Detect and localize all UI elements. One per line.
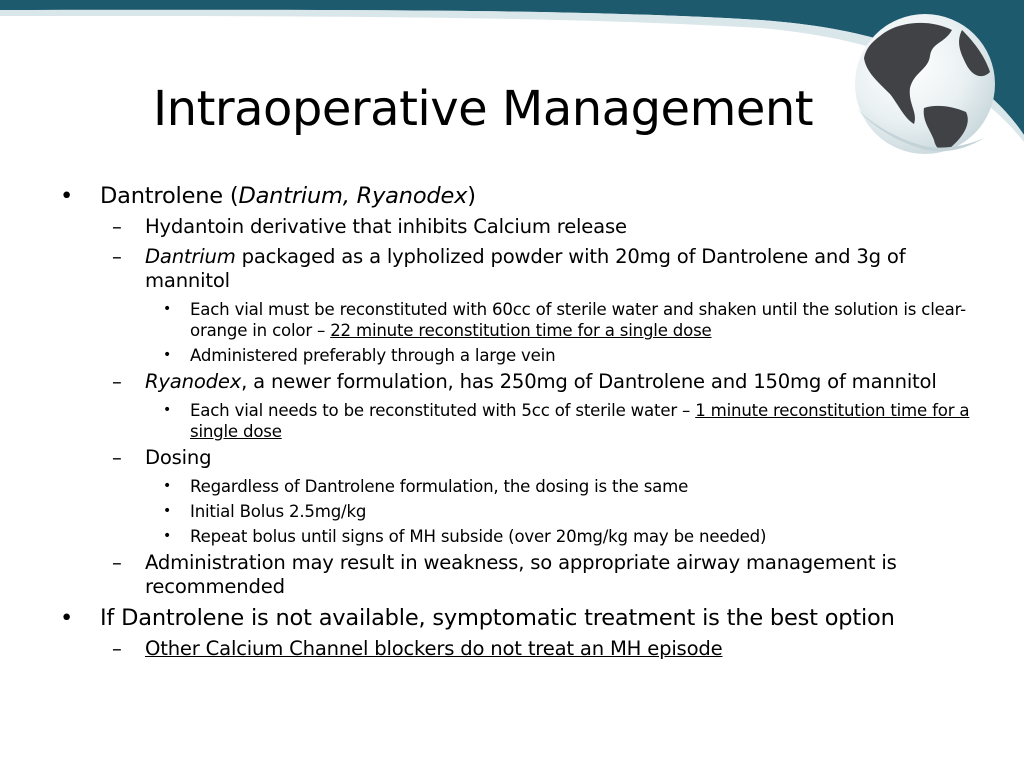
dash-marker: –: [112, 551, 122, 574]
bullet-dantrolene: • Dantrolene (Dantrium, Ryanodex): [60, 183, 476, 209]
dash-marker: –: [112, 370, 122, 393]
subbullet-dantrium-packaging: – Dantrium packaged as a lypholized powder with 20mg of Dantrolene and 3g of mannitol: [112, 245, 906, 292]
dash-marker: –: [112, 245, 122, 268]
dash-marker: –: [112, 215, 122, 238]
detail-dosing-same: • Regardless of Dantrolene formulation, the dosing is the same: [163, 477, 689, 496]
subbullet-ryanodex: – Ryanodex, a newer formulation, has 250mg of Dantrolene and 150mg of mannitol: [112, 370, 937, 393]
bullet-marker: •: [60, 183, 74, 209]
subbullet-administration-weakness: – Administration may result in weakness, so appropriate airway management is recommended: [112, 551, 897, 598]
bullet-symptomatic-treatment: • If Dantrolene is not available, symptomatic treatment is the best option: [60, 605, 895, 631]
detail-initial-bolus: • Initial Bolus 2.5mg/kg: [163, 502, 367, 521]
detail-large-vein: • Administered preferably through a large vein: [163, 346, 556, 365]
bullet-marker: •: [60, 605, 74, 631]
bullet-marker: •: [163, 528, 172, 544]
slide-body: [52, 183, 972, 667]
dash-marker: –: [112, 637, 122, 660]
globe-icon: [855, 14, 995, 154]
slide-title: Intraoperative Management: [153, 81, 814, 137]
bullet-marker: •: [163, 478, 172, 494]
bullet-marker: •: [163, 503, 172, 519]
bullet-marker: •: [163, 347, 172, 363]
dash-marker: –: [112, 446, 122, 469]
bullet-marker: •: [163, 402, 172, 418]
detail-dantrium-reconstitution: • Each vial must be reconstituted with 60cc of sterile water and shaken until the solution is clear-orange in color – 22 minute reconstitution time for a single dose: [163, 300, 966, 340]
detail-ryanodex-reconstitution: • Each vial needs to be reconstituted with 5cc of sterile water – 1 minute reconstitution time for a single dose: [163, 401, 970, 441]
subbullet-calcium-channel-blockers: – Other Calcium Channel blockers do not treat an MH episode: [112, 637, 723, 660]
bullet-marker: •: [163, 301, 172, 317]
subbullet-hydantoin: – Hydantoin derivative that inhibits Calcium release: [112, 215, 627, 238]
subbullet-dosing: – Dosing: [112, 446, 212, 469]
detail-repeat-bolus: • Repeat bolus until signs of MH subside (over 20mg/kg may be needed): [163, 527, 767, 546]
